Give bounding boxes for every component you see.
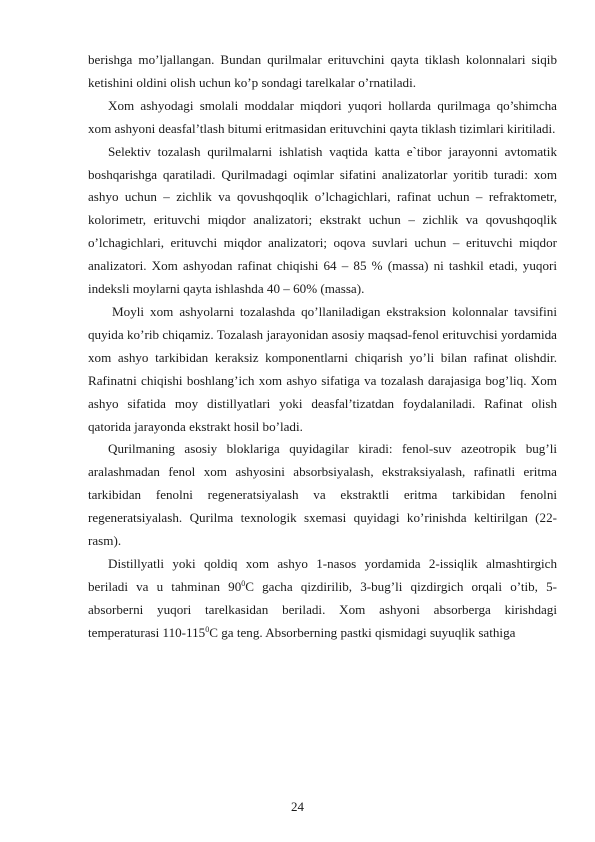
text-segment: C gacha qizdirilib, 3-bug’li qizdirgich orqali o’tib, 5-absorberni yuqori tarelkasidan beriladi. Xom ashyoni absorberga kirishdagi temperaturasi 110-115 xyxy=(88,578,557,640)
paragraph-main-blocks: Qurilmaning asosiy bloklariga quyidagilar kiradi: fenol-suv azeotropik bug’li aralashmadan fenol xom ashyosini absorbsiyalash, ekstraksiyalash, rafinatli eritma tarkibidan fenolni regeneratsiyalash va ekstraktli eritma tarkibidan fenolni regeneratsiyalash. Qurilma texnologik sxemasi quyidagi ko’rinishda keltirilgan (22-rasm). xyxy=(88,441,557,549)
paragraph-distillate-feed xyxy=(88,553,557,645)
paragraph-continuation: berishga mo’ljallangan. Bundan qurilmalar erituvchini qayta tiklash kolonnalari siqib ketishini oldini olish uchun ko’p sondagi tarelkalar o’rnatiladi. xyxy=(88,52,557,90)
paragraph-selective-cleaning: Selektiv tozalash qurilmalarni ishlatish vaqtida katta e`tibor jarayonni avtomatik boshqarishga qaratiladi. Qurilmadagi oqimlar sifatini analizatorlar yoritib turadi: xom ashyo uchun – zichlik va qovushqoqlik o’lchagichlari, rafinat uchun – refraktometr, kolorimetr, erituvchi miqdor analizatori; ekstrakt uchun – zichlik va qovushqoqlik o’lchagichlari, erituvchi miqdor analizatori; oqova suvlari uchun – erituvchi miqdor analizatori. Xom ashyodan rafinat chiqishi 64 – 85 % (massa) ni tashkil etadi, yuqori indeksli moylarni qayta ishlashda 40 – 60% (massa). xyxy=(88,143,557,297)
paragraph-extraction-columns: Moyli xom ashyolarni tozalashda qo’llaniladigan ekstraksion kolonnalar tavsifini quyida ko’rib chiqamiz. Tozalash jarayonidan asosiy maqsad-fenol erituvchisi yordamida xom ashyo tarkibidan keraksiz komponentlarni chiqarish yo’li bilan rafinat olishdir. Rafinatni chiqishi boshlang’ich xom ashyo sifatiga va tozalash darajasiga bog’liq. Xom ashyo sifatida moy distillyatlari yoki deasfal’tizatdan foydalaniladi. Rafinat olish qatorida jarayonda ekstrakt hosil bo’ladi. xyxy=(88,303,557,434)
document-page xyxy=(88,49,557,645)
superscript-degree: 0 xyxy=(205,624,210,634)
text-segment: C ga teng. Absorberning pastki qismidagi suyuqlik sathiga xyxy=(209,624,516,640)
page-number: 24 xyxy=(291,799,304,814)
superscript-degree: 0 xyxy=(241,578,246,588)
paragraph-resin-content: Xom ashyodagi smolali moddalar miqdori yuqori hollarda qurilmaga qo’shimcha xom ashyoni deasfal’tlash bitumi eritmasidan erituvchini qayta tiklash tizimlari kiritiladi. xyxy=(88,97,557,136)
text-segment: Distillyatli yoki qoldiq xom ashyo 1-nasos yordamida 2-issiqlik almashtirgich beriladi va u tahminan 90 xyxy=(88,555,557,594)
